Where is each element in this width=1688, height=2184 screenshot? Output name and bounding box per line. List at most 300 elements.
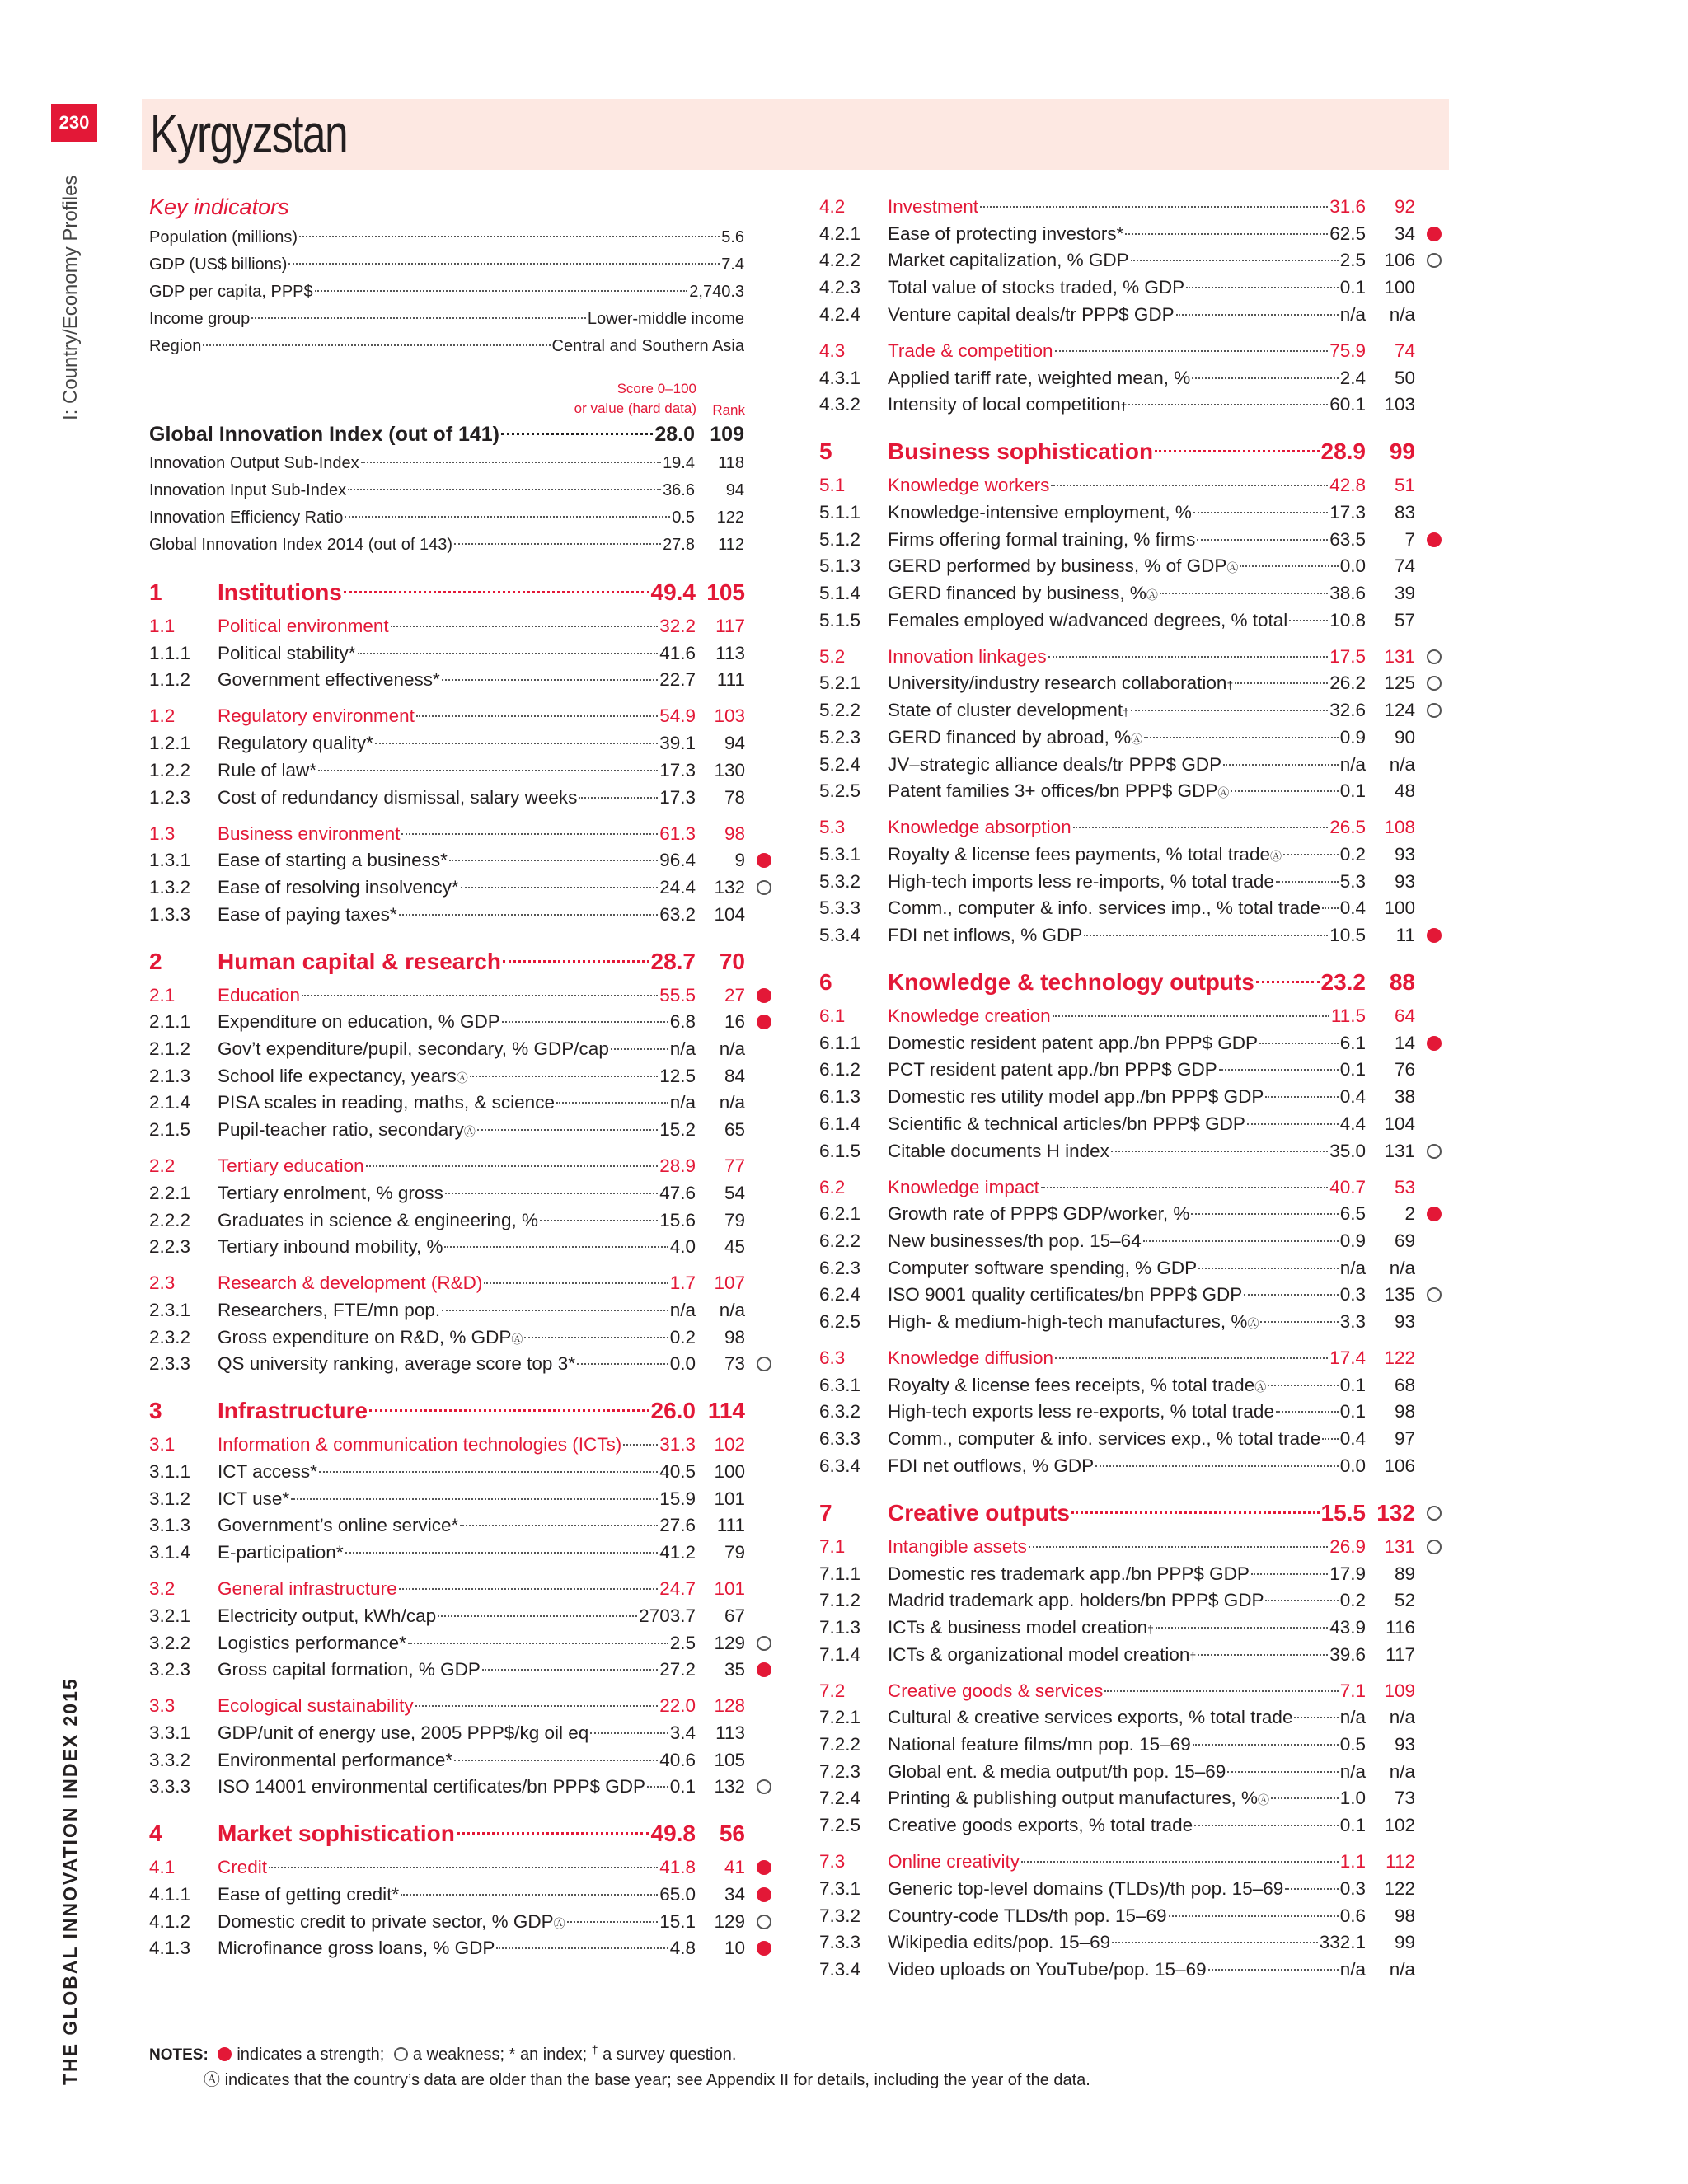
- indicator-label-group: [888, 1003, 1366, 1029]
- indicator-code: 7.3.1: [819, 1877, 861, 1899]
- indicator-code: 7.3.4: [819, 1958, 861, 1980]
- indicator-code: 6.3.1: [819, 1374, 861, 1395]
- indicator-score: 10.8: [1329, 609, 1366, 630]
- indicator-row: [149, 1882, 781, 1908]
- indicator-label-group: [888, 274, 1366, 301]
- dot-leader: [460, 1525, 658, 1526]
- indicator-rank: 109: [1384, 1680, 1415, 1701]
- indicator-score: 63.2: [659, 903, 696, 925]
- indicator-code: 5.1.2: [819, 528, 861, 550]
- gii-subindex-score: 27.8: [663, 536, 695, 554]
- indicator-row: [819, 1876, 1451, 1902]
- indicator-score: n/a: [1339, 1707, 1366, 1728]
- dot-leader: [1053, 1015, 1329, 1017]
- indicator-code: 3.1.3: [149, 1515, 191, 1536]
- dot-leader: [1176, 314, 1339, 316]
- dot-leader: [401, 1894, 658, 1896]
- indicator-label: Applied tariff rate, weighted mean, %: [888, 367, 1191, 388]
- indicator-rank: 111: [716, 669, 745, 691]
- indicator-score: 39.1: [659, 733, 696, 754]
- indicator-label: Creative goods & services: [888, 1680, 1104, 1701]
- indicator-rank: 113: [715, 642, 745, 663]
- indicator-label: Knowledge diffusion: [888, 1347, 1053, 1368]
- indicator-rank: 116: [1386, 1616, 1415, 1638]
- indicator-label-group: [218, 1234, 696, 1260]
- indicator-label: Expenditure on education, % GDP: [218, 1011, 500, 1033]
- older-data-icon: Ⓐ: [204, 2071, 220, 2089]
- indicator-score: 26.5: [1329, 817, 1366, 838]
- indicator-label: Graduates in science & engineering, %: [218, 1209, 538, 1230]
- indicator-row: [149, 785, 781, 811]
- indicator-score: 96.4: [659, 850, 696, 871]
- indicator-label: Scientific & technical articles/bn PPP$ GDP: [888, 1113, 1245, 1134]
- indicator-label: ICT use*: [218, 1488, 290, 1509]
- indicator-score: 0.9: [1339, 726, 1366, 748]
- indicator-label: Citable documents H index: [888, 1140, 1109, 1161]
- dot-leader: [344, 591, 649, 593]
- indicator-label-group: [888, 1345, 1366, 1371]
- indicator-rank: 51: [1394, 475, 1415, 496]
- indicator-code: 6.1.1: [819, 1032, 861, 1053]
- indicator-rank: 64: [1394, 1005, 1415, 1026]
- indicator-rank: 79: [724, 1542, 745, 1563]
- key-indicator-row: [149, 279, 744, 305]
- key-indicator-row: [149, 306, 744, 332]
- indicator-row: [819, 1732, 1451, 1758]
- indicator-label-group: [888, 365, 1366, 391]
- indicator-code: 2.1.2: [149, 1038, 191, 1059]
- indicator-label-group: [218, 902, 696, 928]
- indicator-row: [819, 869, 1451, 895]
- indicator-label-group: [888, 1399, 1366, 1425]
- strength-dot-icon: [218, 2047, 232, 2061]
- indicator-code: 3.1.2: [149, 1488, 191, 1509]
- dot-leader: [457, 1832, 649, 1835]
- indicator-label-group: [218, 874, 696, 901]
- indicator-score: 6.1: [1339, 1032, 1366, 1053]
- indicator-rank: 125: [1384, 673, 1415, 694]
- indicator-rank: 34: [1394, 223, 1415, 244]
- indicator-rank: 73: [724, 1353, 745, 1375]
- dot-leader: [1055, 1357, 1328, 1359]
- indicator-row: [149, 902, 781, 928]
- subpillar-row: [149, 821, 781, 847]
- indicator-label: Comm., computer & info. services exp., % total trade: [888, 1428, 1321, 1450]
- indicator-rank: 84: [724, 1065, 745, 1086]
- dot-leader: [501, 433, 653, 435]
- indicator-label: General infrastructure: [218, 1578, 397, 1600]
- indicator-score: 47.6: [659, 1182, 696, 1203]
- indicator-score: 2703.7: [639, 1605, 696, 1626]
- indicator-label-group: [888, 644, 1366, 670]
- indicator-label-group: Royalty & license fees payments, % total trade Ⓐ 0.2: [888, 841, 1366, 868]
- indicator-code: 5.1: [819, 475, 846, 496]
- indicator-label: High-tech imports less re-imports, % total trade: [888, 870, 1274, 892]
- indicator-rank: n/a: [1389, 1257, 1415, 1278]
- indicator-code: 2.1.5: [149, 1119, 191, 1141]
- indicator-score: 31.3: [659, 1434, 696, 1455]
- dot-leader: [1283, 854, 1339, 855]
- dot-leader: [445, 1193, 658, 1194]
- indicator-label: Infrastructure: [218, 1398, 368, 1424]
- subpillar-row: [149, 1854, 781, 1881]
- indicator-score: 26.0: [650, 1398, 696, 1424]
- indicator-label-group: [218, 757, 696, 784]
- indicator-rank: 98: [1394, 1905, 1415, 1926]
- dot-leader: [449, 860, 658, 861]
- indicator-score: 54.9: [659, 705, 696, 727]
- weakness-circle-icon: [757, 1915, 771, 1929]
- indicator-code: 6.3: [819, 1347, 846, 1368]
- indicator-code: 2.3.2: [149, 1326, 191, 1347]
- indicator-score: 0.4: [1339, 898, 1366, 919]
- indicator-score: 27.2: [659, 1659, 696, 1680]
- dot-leader: [299, 236, 720, 237]
- weakness-circle-icon: [757, 880, 771, 895]
- dot-leader: [1271, 1797, 1339, 1799]
- indicator-row: [819, 1642, 1451, 1668]
- indicator-label: JV–strategic alliance deals/tr PPP$ GDP: [888, 753, 1222, 775]
- indicator-code: 4.2.4: [819, 303, 861, 325]
- indicator-code: 5.1.1: [819, 501, 861, 523]
- indicator-label: Institutions: [218, 579, 342, 605]
- indicator-code: 6.3.3: [819, 1428, 861, 1450]
- dot-leader: [345, 1552, 659, 1554]
- indicator-row: [819, 1255, 1451, 1282]
- dot-leader: [1235, 682, 1328, 684]
- indicator-label: PISA scales in reading, maths, & science: [218, 1092, 555, 1113]
- indicator-score: 0.9: [1339, 1230, 1366, 1251]
- indicator-label: Electricity output, kWh/cap: [218, 1605, 437, 1626]
- indicator-rank: 73: [1394, 1788, 1415, 1809]
- indicator-label-group: [888, 1678, 1366, 1704]
- indicator-label: ICT access*: [218, 1461, 317, 1482]
- key-indicator-value: 7.4: [721, 255, 744, 274]
- gii-rank: 109: [710, 423, 744, 446]
- indicator-rank: 117: [715, 616, 745, 636]
- indicator-rank: 131: [1384, 1140, 1415, 1161]
- weakness-circle-icon: [757, 1779, 771, 1794]
- indicator-rank: 114: [707, 1398, 745, 1424]
- indicator-score: 7.1: [1339, 1680, 1366, 1701]
- indicator-row: [819, 1615, 1451, 1641]
- indicator-label: Credit: [218, 1857, 268, 1878]
- indicator-score: 0.0: [669, 1353, 696, 1375]
- indicator-rank: 98: [724, 823, 745, 844]
- indicator-row: [819, 1929, 1451, 1956]
- dot-leader: [1322, 1438, 1339, 1440]
- indicator-rank: 68: [1394, 1374, 1415, 1395]
- key-indicator-value: Lower-middle income: [587, 310, 744, 328]
- indicator-rank: 101: [714, 1578, 745, 1600]
- indicator-label: Global ent. & media output/th pop. 15–69: [888, 1760, 1226, 1782]
- indicator-code: 7.2.4: [819, 1788, 861, 1809]
- indicator-score: 55.5: [659, 984, 696, 1005]
- indicator-label-group: [888, 922, 1366, 949]
- subpillar-row: [819, 1534, 1451, 1560]
- indicator-code: 6.2.5: [819, 1311, 861, 1332]
- subpillar-row: [819, 1849, 1451, 1875]
- indicator-rank: 122: [1384, 1877, 1415, 1899]
- indicator-code: 4: [149, 1821, 162, 1847]
- dagger-icon: †: [591, 2042, 598, 2056]
- dot-leader: [345, 516, 670, 518]
- indicator-label-group: [888, 895, 1366, 921]
- gii-row: [149, 419, 744, 449]
- indicator-code: 1: [149, 579, 162, 605]
- indicator-row: [819, 365, 1451, 391]
- dot-leader: [369, 1409, 649, 1412]
- indicator-label: Creative goods exports, % total trade: [888, 1815, 1193, 1836]
- indicator-label-group: [888, 1849, 1366, 1875]
- notes-strength-text: indicates a strength;: [237, 2046, 385, 2064]
- gii-subindex-rank: 122: [716, 509, 744, 527]
- dot-leader: [1191, 1213, 1338, 1215]
- indicator-label-group: Gross expenditure on R&D, % GDP Ⓐ 0.2: [218, 1324, 696, 1351]
- indicator-score: 41.8: [659, 1857, 696, 1878]
- indicator-row: [149, 1459, 781, 1485]
- indicator-label-group: Intensity of local competition † 60.1: [888, 391, 1366, 418]
- indicator-code: 3.3.1: [149, 1722, 191, 1743]
- indicator-row: [149, 1180, 781, 1207]
- indicator-rank: 124: [1384, 700, 1415, 721]
- dot-leader: [482, 1669, 658, 1671]
- indicator-label: Research & development (R&D): [218, 1272, 483, 1294]
- indicator-rank: 129: [714, 1632, 745, 1653]
- indicator-score: 31.6: [1329, 196, 1366, 217]
- indicator-score: 24.4: [659, 876, 696, 898]
- dot-leader: [415, 1705, 659, 1707]
- indicator-code: 5.3.3: [819, 898, 861, 919]
- indicator-code: 1.2.2: [149, 759, 191, 780]
- indicator-row: [149, 730, 781, 757]
- indicator-code: 7.1.1: [819, 1563, 861, 1584]
- indicator-label-group: [218, 1153, 696, 1179]
- indicator-label-group: [888, 1812, 1366, 1839]
- indicator-label-group: [888, 1201, 1366, 1227]
- dot-leader: [540, 1220, 658, 1221]
- indicator-row: [819, 1561, 1451, 1587]
- indicator-score: 0.1: [1339, 1059, 1366, 1080]
- indicator-score: 0.3: [1339, 1877, 1366, 1899]
- dot-leader: [590, 1732, 668, 1734]
- indicator-rank: 103: [1384, 394, 1415, 415]
- indicator-score: 40.7: [1329, 1176, 1366, 1197]
- indicator-label: Ease of getting credit*: [218, 1884, 400, 1905]
- subpillar-row: [819, 472, 1451, 499]
- indicator-code: 3.3.2: [149, 1749, 191, 1770]
- dot-leader: [1259, 1043, 1339, 1044]
- indicator-code: 7.3.3: [819, 1932, 861, 1953]
- dot-leader: [1131, 710, 1328, 711]
- indicator-row: [149, 1117, 781, 1143]
- indicator-rank: 10: [724, 1938, 745, 1959]
- indicator-score: 26.2: [1329, 673, 1366, 694]
- indicator-label: Investment: [888, 196, 979, 217]
- indicator-row: [149, 1657, 781, 1683]
- indicator-row: [149, 1630, 781, 1657]
- indicator-code: 7.1.2: [819, 1590, 861, 1611]
- dot-leader: [1251, 1573, 1328, 1575]
- dot-leader: [416, 715, 658, 717]
- indicator-rank: 2: [1404, 1203, 1415, 1225]
- indicator-label-group: [888, 302, 1366, 328]
- indicator-score: 3.3: [1339, 1311, 1366, 1332]
- indicator-rank: 112: [1386, 1851, 1415, 1872]
- indicator-label: Comm., computer & info. services imp., % total trade: [888, 898, 1321, 919]
- indicator-score: 0.2: [1339, 1590, 1366, 1611]
- indicator-rank: n/a: [719, 1038, 745, 1059]
- indicator-label: Tertiary inbound mobility, %: [218, 1236, 443, 1258]
- dot-leader: [302, 995, 658, 996]
- indicator-label: High-tech exports less re-exports, % total trade: [888, 1401, 1274, 1422]
- subpillar-row: [819, 194, 1451, 220]
- indicator-row: [819, 1057, 1451, 1083]
- indicator-code: 5.2.5: [819, 780, 861, 802]
- indicator-label: Tertiary education: [218, 1155, 364, 1177]
- indicator-label-group: [218, 640, 696, 667]
- indicator-code: 5.2.3: [819, 726, 861, 748]
- indicator-score: 0.1: [1339, 780, 1366, 802]
- indicator-label-group: [218, 703, 696, 729]
- dot-leader: [1021, 1861, 1339, 1863]
- indicator-rank: 39: [1394, 583, 1415, 603]
- indicator-rank: 100: [714, 1461, 745, 1482]
- pillar-row: [149, 1818, 781, 1849]
- dot-leader: [288, 263, 720, 265]
- indicator-label: Intensity of local competition: [888, 394, 1121, 415]
- gii-subindex-row: [149, 504, 744, 531]
- indicator-code: 4.1: [149, 1857, 176, 1878]
- dot-leader: [454, 543, 661, 545]
- indicator-code: 1.2.1: [149, 733, 191, 754]
- dot-leader: [1223, 764, 1339, 766]
- indicator-rank: 93: [1394, 843, 1415, 865]
- indicator-rank: 100: [1384, 277, 1415, 298]
- indicator-rank: 69: [1394, 1230, 1415, 1251]
- indicator-score: 1.0: [1339, 1788, 1366, 1809]
- indicator-score: 17.5: [1329, 645, 1366, 667]
- indicator-label-group: GERD financed by abroad, % Ⓐ 0.9: [888, 724, 1366, 751]
- key-indicator-row: [149, 251, 744, 278]
- indicator-code: 2.3.1: [149, 1299, 191, 1320]
- indicator-code: 6.1.2: [819, 1059, 861, 1080]
- indicator-label-group: [888, 436, 1366, 467]
- dot-leader: [358, 653, 659, 654]
- indicator-score: 6.5: [1339, 1203, 1366, 1225]
- indicator-rank: 9: [734, 850, 745, 871]
- dot-leader: [567, 1921, 659, 1923]
- indicator-row: [149, 1486, 781, 1512]
- indicator-code: 2.3.3: [149, 1353, 191, 1375]
- indicator-label-group: [218, 1486, 696, 1512]
- indicator-label-group: [888, 1030, 1366, 1057]
- indicator-label: Business environment: [218, 823, 401, 844]
- indicator-code: 6.1: [819, 1005, 846, 1026]
- indicator-label: Trade & competition: [888, 340, 1053, 361]
- subpillar-row: [149, 1432, 781, 1458]
- indicator-row: [819, 1957, 1451, 1983]
- indicator-label-group: [888, 814, 1366, 841]
- indicator-label-group: [218, 1036, 696, 1062]
- dot-leader: [1240, 565, 1338, 567]
- indicator-rank: 11: [1395, 925, 1415, 945]
- dot-leader: [579, 797, 658, 799]
- indicator-code: 6.3.2: [819, 1401, 861, 1422]
- indicator-score: 1.7: [669, 1272, 696, 1294]
- indicator-rank: 7: [1404, 528, 1415, 550]
- dot-leader: [1197, 539, 1328, 541]
- indicator-label-group: [888, 1282, 1366, 1308]
- indicator-row: [819, 1228, 1451, 1254]
- subpillar-row: [149, 1270, 781, 1296]
- dot-leader: [1143, 1240, 1339, 1242]
- indicator-row: [819, 553, 1451, 579]
- subpillar-row: [819, 814, 1451, 841]
- indicator-row: [149, 667, 781, 693]
- indicator-score: 0.1: [1339, 1815, 1366, 1836]
- indicator-score: 75.9: [1329, 340, 1366, 361]
- key-indicator-value: 2,740.3: [689, 283, 744, 301]
- indicator-label-group: [888, 338, 1366, 364]
- dot-leader: [477, 1129, 658, 1131]
- indicator-label-group: [218, 1603, 696, 1629]
- indicator-label-group: [888, 1561, 1366, 1587]
- indicator-label-group: [888, 1704, 1366, 1731]
- indicator-label-group: [218, 785, 696, 811]
- indicator-score: 43.9: [1329, 1616, 1366, 1638]
- indicator-code: 1.3: [149, 823, 176, 844]
- indicator-score: 39.6: [1329, 1643, 1366, 1665]
- indicator-code: 4.1.3: [149, 1938, 191, 1959]
- indicator-label-group: [218, 1297, 696, 1324]
- indicator-label: Innovation linkages: [888, 645, 1047, 667]
- indicator-code: 5.3.2: [819, 870, 861, 892]
- indicator-score: 1.1: [1339, 1851, 1366, 1872]
- indicator-row: [819, 1084, 1451, 1110]
- indicator-label: Government effectiveness*: [218, 669, 440, 691]
- indicator-label-group: Patent families 3+ offices/bn PPP$ GDP Ⓐ 0.1: [888, 778, 1366, 804]
- indicator-rank: n/a: [1389, 1760, 1415, 1782]
- indicator-score: 15.9: [659, 1488, 696, 1509]
- side-label-section: I: Country/Economy Profiles: [59, 175, 82, 420]
- dot-leader: [319, 1471, 658, 1473]
- indicator-rank: 132: [1376, 1499, 1415, 1526]
- indicator-rank: 93: [1394, 1734, 1415, 1755]
- indicator-rank: 35: [724, 1659, 745, 1680]
- indicator-rank: 16: [724, 1011, 745, 1033]
- strength-dot-icon: [757, 853, 771, 868]
- indicator-score: n/a: [1339, 1760, 1366, 1782]
- page-title: Kyrgyzstan: [150, 103, 348, 164]
- indicator-rank: 70: [719, 948, 745, 974]
- indicator-row: [149, 1207, 781, 1234]
- indicator-row: [819, 778, 1451, 804]
- indicator-rank: 130: [714, 759, 745, 780]
- dot-leader: [1055, 350, 1329, 352]
- strength-dot-icon: [757, 1887, 771, 1902]
- indicator-rank: 129: [714, 1910, 745, 1932]
- indicator-rank: 79: [724, 1209, 745, 1230]
- indicator-score: 15.1: [659, 1910, 696, 1932]
- subpillar-row: [819, 338, 1451, 364]
- indicator-label: Tertiary enrolment, % gross: [218, 1182, 443, 1203]
- dot-leader: [438, 1615, 637, 1617]
- indicator-row: [149, 1036, 781, 1062]
- indicator-label: Ease of paying taxes*: [218, 903, 397, 925]
- dot-leader: [1289, 620, 1328, 621]
- indicator-label-group: [218, 730, 696, 757]
